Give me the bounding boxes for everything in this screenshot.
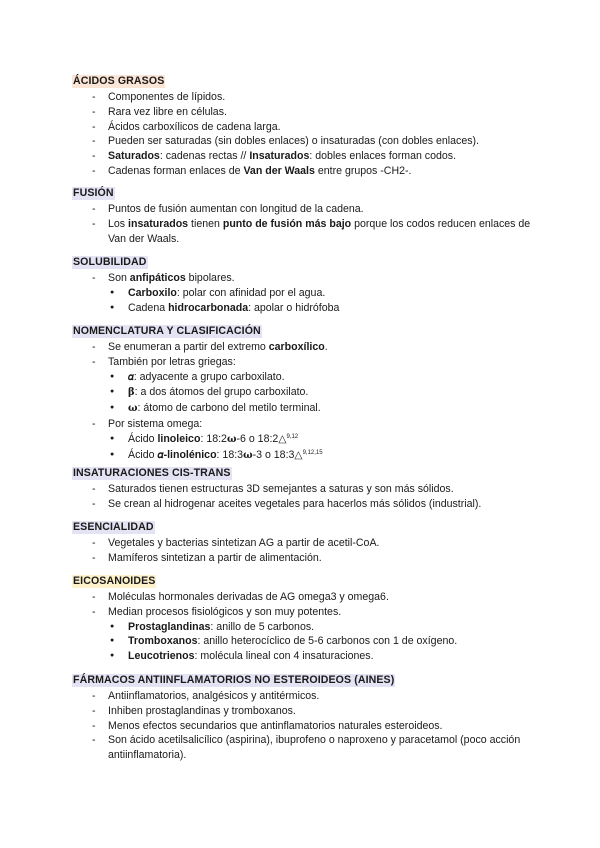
list-item: - Son ácido acetilsalicílico (aspirina), ibuprofeno o naproxeno y paracetamol (poco acción antiinflamatoria). — [72, 733, 542, 763]
list-nomenclatura-omega — [72, 417, 542, 432]
heading-fusion: FUSIÓN — [73, 187, 114, 199]
list-eicosanoides — [72, 590, 542, 620]
list-solubilidad — [72, 271, 542, 286]
heading-insaturaciones: INSATURACIONES CIS-TRANS — [73, 467, 231, 479]
list-item: - Antiinflamatorios, analgésicos y antitérmicos. — [72, 689, 542, 704]
list-item: - Se enumeran a partir del extremo carboxílico. — [72, 340, 542, 355]
section-insaturaciones — [72, 463, 542, 512]
list-item: ● β: a dos átomos del grupo carboxilato. — [72, 385, 542, 401]
list-item: ● Carboxilo: polar con afinidad por el agua. — [72, 286, 542, 301]
list-item: ● Prostaglandinas: anillo de 5 carbonos. — [72, 620, 542, 635]
list-item: ● Tromboxanos: anillo heterocíclico de 5-6 carbonos con 1 de oxígeno. — [72, 634, 542, 649]
list-item: - Menos efectos secundarios que antinflamatorios naturales esteroideos. — [72, 719, 542, 734]
section-eicosanoides — [72, 571, 542, 664]
list-item: - Saturados tienen estructuras 3D semejantes a saturas y son más sólidos. — [72, 482, 542, 497]
list-item: ● Ácido 𝛼-linolénico: 18:3ω-3 o 18:3△$^{9,12,15}$ — [72, 448, 542, 464]
section-solubilidad — [72, 252, 542, 315]
sublist-eicosanoides — [72, 620, 542, 664]
list-item: - Cadenas forman enlaces de Van der Waals entre grupos -CH2-. — [72, 164, 542, 179]
list-item: ● 𝛼: adyacente a grupo carboxilato. — [72, 370, 542, 386]
heading-nomenclatura: NOMENCLATURA Y CLASIFICACIÓN — [73, 325, 261, 337]
list-nomenclatura — [72, 340, 542, 370]
sublist-greek — [72, 370, 542, 417]
list-item: ● ω: átomo de carbono del metilo terminal. — [72, 401, 542, 417]
list-fusion — [72, 202, 542, 246]
delta-icon: △ — [278, 432, 287, 445]
heading-solubilidad: SOLUBILIDAD — [73, 256, 147, 268]
list-insaturaciones — [72, 482, 542, 512]
list-farmacos — [72, 689, 542, 763]
list-item: - Puntos de fusión aumentan con longitud de la cadena. — [72, 202, 542, 217]
list-item: - Inhiben prostaglandinas y tromboxanos. — [72, 704, 542, 719]
list-item: - Pueden ser saturadas (sin dobles enlaces) o insaturadas (con dobles enlaces). — [72, 134, 542, 149]
list-item: - También por letras griegas: — [72, 355, 542, 370]
section-acidos-grasos — [72, 71, 542, 179]
list-item: ● Ácido linoleico: 18:2ω-6 o 18:2△$^{9,12}$ — [72, 432, 542, 448]
list-item: - Ácidos carboxílicos de cadena larga. — [72, 120, 542, 135]
list-item: - Son anfipáticos bipolares. — [72, 271, 542, 286]
list-item: - Se crean al hidrogenar aceites vegetales para hacerlos más sólidos (industrial). — [72, 497, 542, 512]
list-item: - Mamíferos sintetizan a partir de alimentación. — [72, 551, 542, 566]
list-item: ● Leucotrienos: molécula lineal con 4 insaturaciones. — [72, 649, 542, 664]
delta-icon: △ — [294, 448, 303, 461]
list-item: - Vegetales y bacterias sintetizan AG a partir de acetil-CoA. — [72, 536, 542, 551]
sublist-omega — [72, 432, 542, 464]
list-item: - Rara vez libre en células. — [72, 105, 542, 120]
section-nomenclatura — [72, 321, 542, 463]
list-item: - Median procesos fisiológicos y son muy potentes. — [72, 605, 542, 620]
list-item: ● Cadena hidrocarbonada: apolar o hidrófoba — [72, 301, 542, 316]
section-esencialidad — [72, 517, 542, 566]
list-item: - Moléculas hormonales derivadas de AG omega3 y omega6. — [72, 590, 542, 605]
sublist-solubilidad — [72, 286, 542, 316]
list-item: - Componentes de lípidos. — [72, 90, 542, 105]
list-item: - Por sistema omega: — [72, 417, 542, 432]
list-item: - Saturados: cadenas rectas // Insaturados: dobles enlaces forman codos. — [72, 149, 542, 164]
heading-acidos-grasos: ÁCIDOS GRASOS — [73, 75, 165, 87]
heading-eicosanoides: EICOSANOIDES — [73, 575, 156, 587]
section-farmacos — [72, 670, 542, 763]
list-acidos-grasos — [72, 90, 542, 179]
section-fusion — [72, 183, 542, 246]
heading-esencialidad: ESENCIALIDAD — [73, 521, 154, 533]
list-item: - Los insaturados tienen punto de fusión más bajo porque los codos reducen enlaces de Van der Waals. — [72, 217, 542, 247]
heading-farmacos: FÁRMACOS ANTIINFLAMATORIOS NO ESTEROIDEOS (AINES) — [73, 674, 395, 686]
list-esencialidad — [72, 536, 542, 566]
